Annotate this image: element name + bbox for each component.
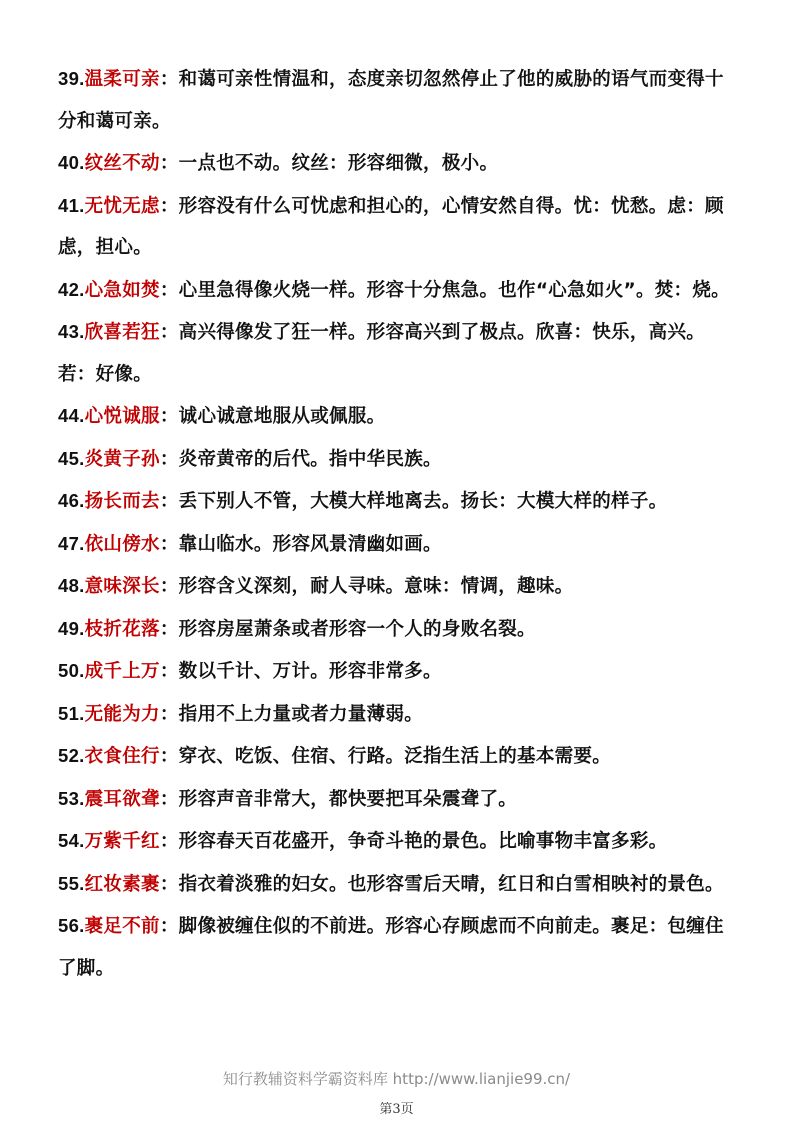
entry-separator: ：	[159, 916, 179, 937]
entry-separator: ：	[159, 576, 179, 597]
entry-number: 53.	[58, 787, 85, 809]
entry-number: 46.	[58, 490, 85, 511]
entry-number: 50.	[58, 660, 85, 681]
entry-43	[58, 311, 738, 395]
entry-number: 55.	[58, 872, 85, 894]
entry-separator: ：	[159, 788, 179, 810]
entry-definition: 心里急得像火烧一样。形容十分焦急。也作“心急如火”。焚：烧。	[178, 279, 730, 301]
entry-definition: 形容房屋萧条或者形容一个人的身败名裂。	[178, 618, 536, 640]
entry-number: 45.	[58, 447, 85, 469]
entry-51	[58, 693, 738, 736]
entry-definition: 炎帝黄帝的后代。指中华民族。	[178, 448, 442, 470]
document-body	[58, 58, 738, 989]
entry-definition: 形容没有什么可忧虑和担心的，心情安然自得。忧：忧愁。虑：顾虑，担心。	[58, 195, 724, 258]
entry-term: 震耳欲聋	[84, 788, 160, 810]
entry-separator: ：	[159, 873, 179, 895]
entry-number: 51.	[58, 702, 85, 724]
entry-number: 49.	[58, 617, 85, 639]
entry-definition: 形容春天百花盛开，争奇斗艳的景色。比喻事物丰富多彩。	[178, 831, 668, 852]
entry-46	[58, 480, 738, 523]
entry-definition: 指用不上力量或者力量薄弱。	[178, 703, 424, 725]
entry-term: 依山傍水	[84, 533, 160, 555]
entry-term: 万紫千红	[84, 831, 160, 852]
entry-term: 炎黄子孙	[84, 448, 160, 470]
entry-45	[58, 438, 738, 481]
entry-55	[58, 863, 738, 906]
entry-number: 52.	[58, 745, 85, 766]
entry-separator: ：	[159, 69, 179, 90]
entry-52	[58, 735, 738, 778]
entry-separator: ：	[159, 703, 179, 725]
entry-definition: 和蔼可亲性情温和，态度亲切忽然停止了他的威胁的语气而变得十分和蔼可亲。	[58, 69, 724, 132]
entry-50	[58, 650, 738, 693]
entry-separator: ：	[159, 618, 179, 640]
entry-term: 无忧无虑	[84, 195, 160, 217]
entry-definition: 形容含义深刻，耐人寻味。意味：情调，趣味。	[178, 576, 574, 597]
entry-term: 无能为力	[84, 703, 160, 725]
entry-number: 56.	[58, 915, 85, 936]
entry-term: 裹足不前	[84, 916, 160, 937]
entry-48	[58, 565, 738, 608]
entry-separator: ：	[159, 195, 179, 217]
entry-separator: ：	[159, 406, 179, 427]
entry-definition: 丢下别人不管，大模大样地离去。扬长：大模大样的样子。	[178, 491, 668, 512]
entry-definition: 形容声音非常大，都快要把耳朵震聋了。	[178, 788, 518, 810]
entry-number: 41.	[58, 194, 85, 216]
entry-term: 红妆素裹	[84, 873, 160, 895]
entry-number: 44.	[58, 405, 85, 426]
entry-54	[58, 820, 738, 863]
entry-separator: ：	[159, 831, 179, 852]
entry-separator: ：	[159, 746, 179, 767]
entry-56	[58, 905, 738, 989]
entry-53	[58, 778, 738, 821]
entry-term: 成千上万	[84, 661, 160, 682]
entry-separator: ：	[159, 279, 179, 301]
entry-definition: 指衣着淡雅的妇女。也形容雪后天晴，红日和白雪相映衬的景色。	[178, 873, 724, 895]
entry-separator: ：	[159, 322, 179, 343]
footer-watermark: 知行教辅资料学霸资料库 http://www.lianjie99.cn/	[222, 1070, 571, 1088]
entry-39	[58, 58, 738, 142]
page-number: 第3页	[379, 1102, 414, 1117]
entry-44	[58, 395, 738, 438]
entry-term: 心悦诚服	[84, 406, 160, 427]
entry-definition: 穿衣、吃饭、住宿、行路。泛指生活上的基本需要。	[178, 746, 612, 767]
entry-separator: ：	[159, 661, 179, 682]
entry-term: 纹丝不动	[84, 153, 160, 174]
entry-47	[58, 523, 738, 566]
entry-term: 枝折花落	[84, 618, 160, 640]
entry-number: 40.	[58, 152, 85, 173]
entry-41	[58, 185, 738, 269]
entry-term: 扬长而去	[84, 491, 160, 512]
entry-separator: ：	[159, 153, 179, 174]
entry-number: 47.	[58, 532, 85, 554]
entry-definition: 靠山临水。形容风景清幽如画。	[178, 533, 442, 555]
entry-number: 48.	[58, 575, 85, 596]
entry-number: 42.	[58, 278, 85, 300]
entry-number: 39.	[58, 68, 85, 89]
entry-number: 43.	[58, 321, 85, 342]
entry-definition: 脚像被缠住似的不前进。形容心存顾虑而不向前走。裹足：包缠住了脚。	[58, 916, 724, 979]
entry-40	[58, 142, 738, 185]
entry-42	[58, 269, 738, 312]
entry-term: 意味深长	[84, 576, 160, 597]
entry-separator: ：	[159, 533, 179, 555]
entry-definition: 一点也不动。纹丝：形容细微，极小。	[178, 153, 499, 174]
entry-49	[58, 608, 738, 651]
entry-definition: 高兴得像发了狂一样。形容高兴到了极点。欣喜：快乐，高兴。若：好像。	[58, 322, 706, 385]
entry-term: 衣食住行	[84, 746, 160, 767]
entry-term: 温柔可亲	[84, 69, 160, 90]
entry-term: 心急如焚	[84, 279, 160, 301]
entry-separator: ：	[159, 448, 179, 470]
entry-number: 54.	[58, 830, 85, 851]
entry-separator: ：	[159, 491, 179, 512]
entry-definition: 诚心诚意地服从或佩服。	[178, 406, 386, 427]
entry-definition: 数以千计、万计。形容非常多。	[178, 661, 442, 682]
entry-term: 欣喜若狂	[84, 322, 160, 343]
